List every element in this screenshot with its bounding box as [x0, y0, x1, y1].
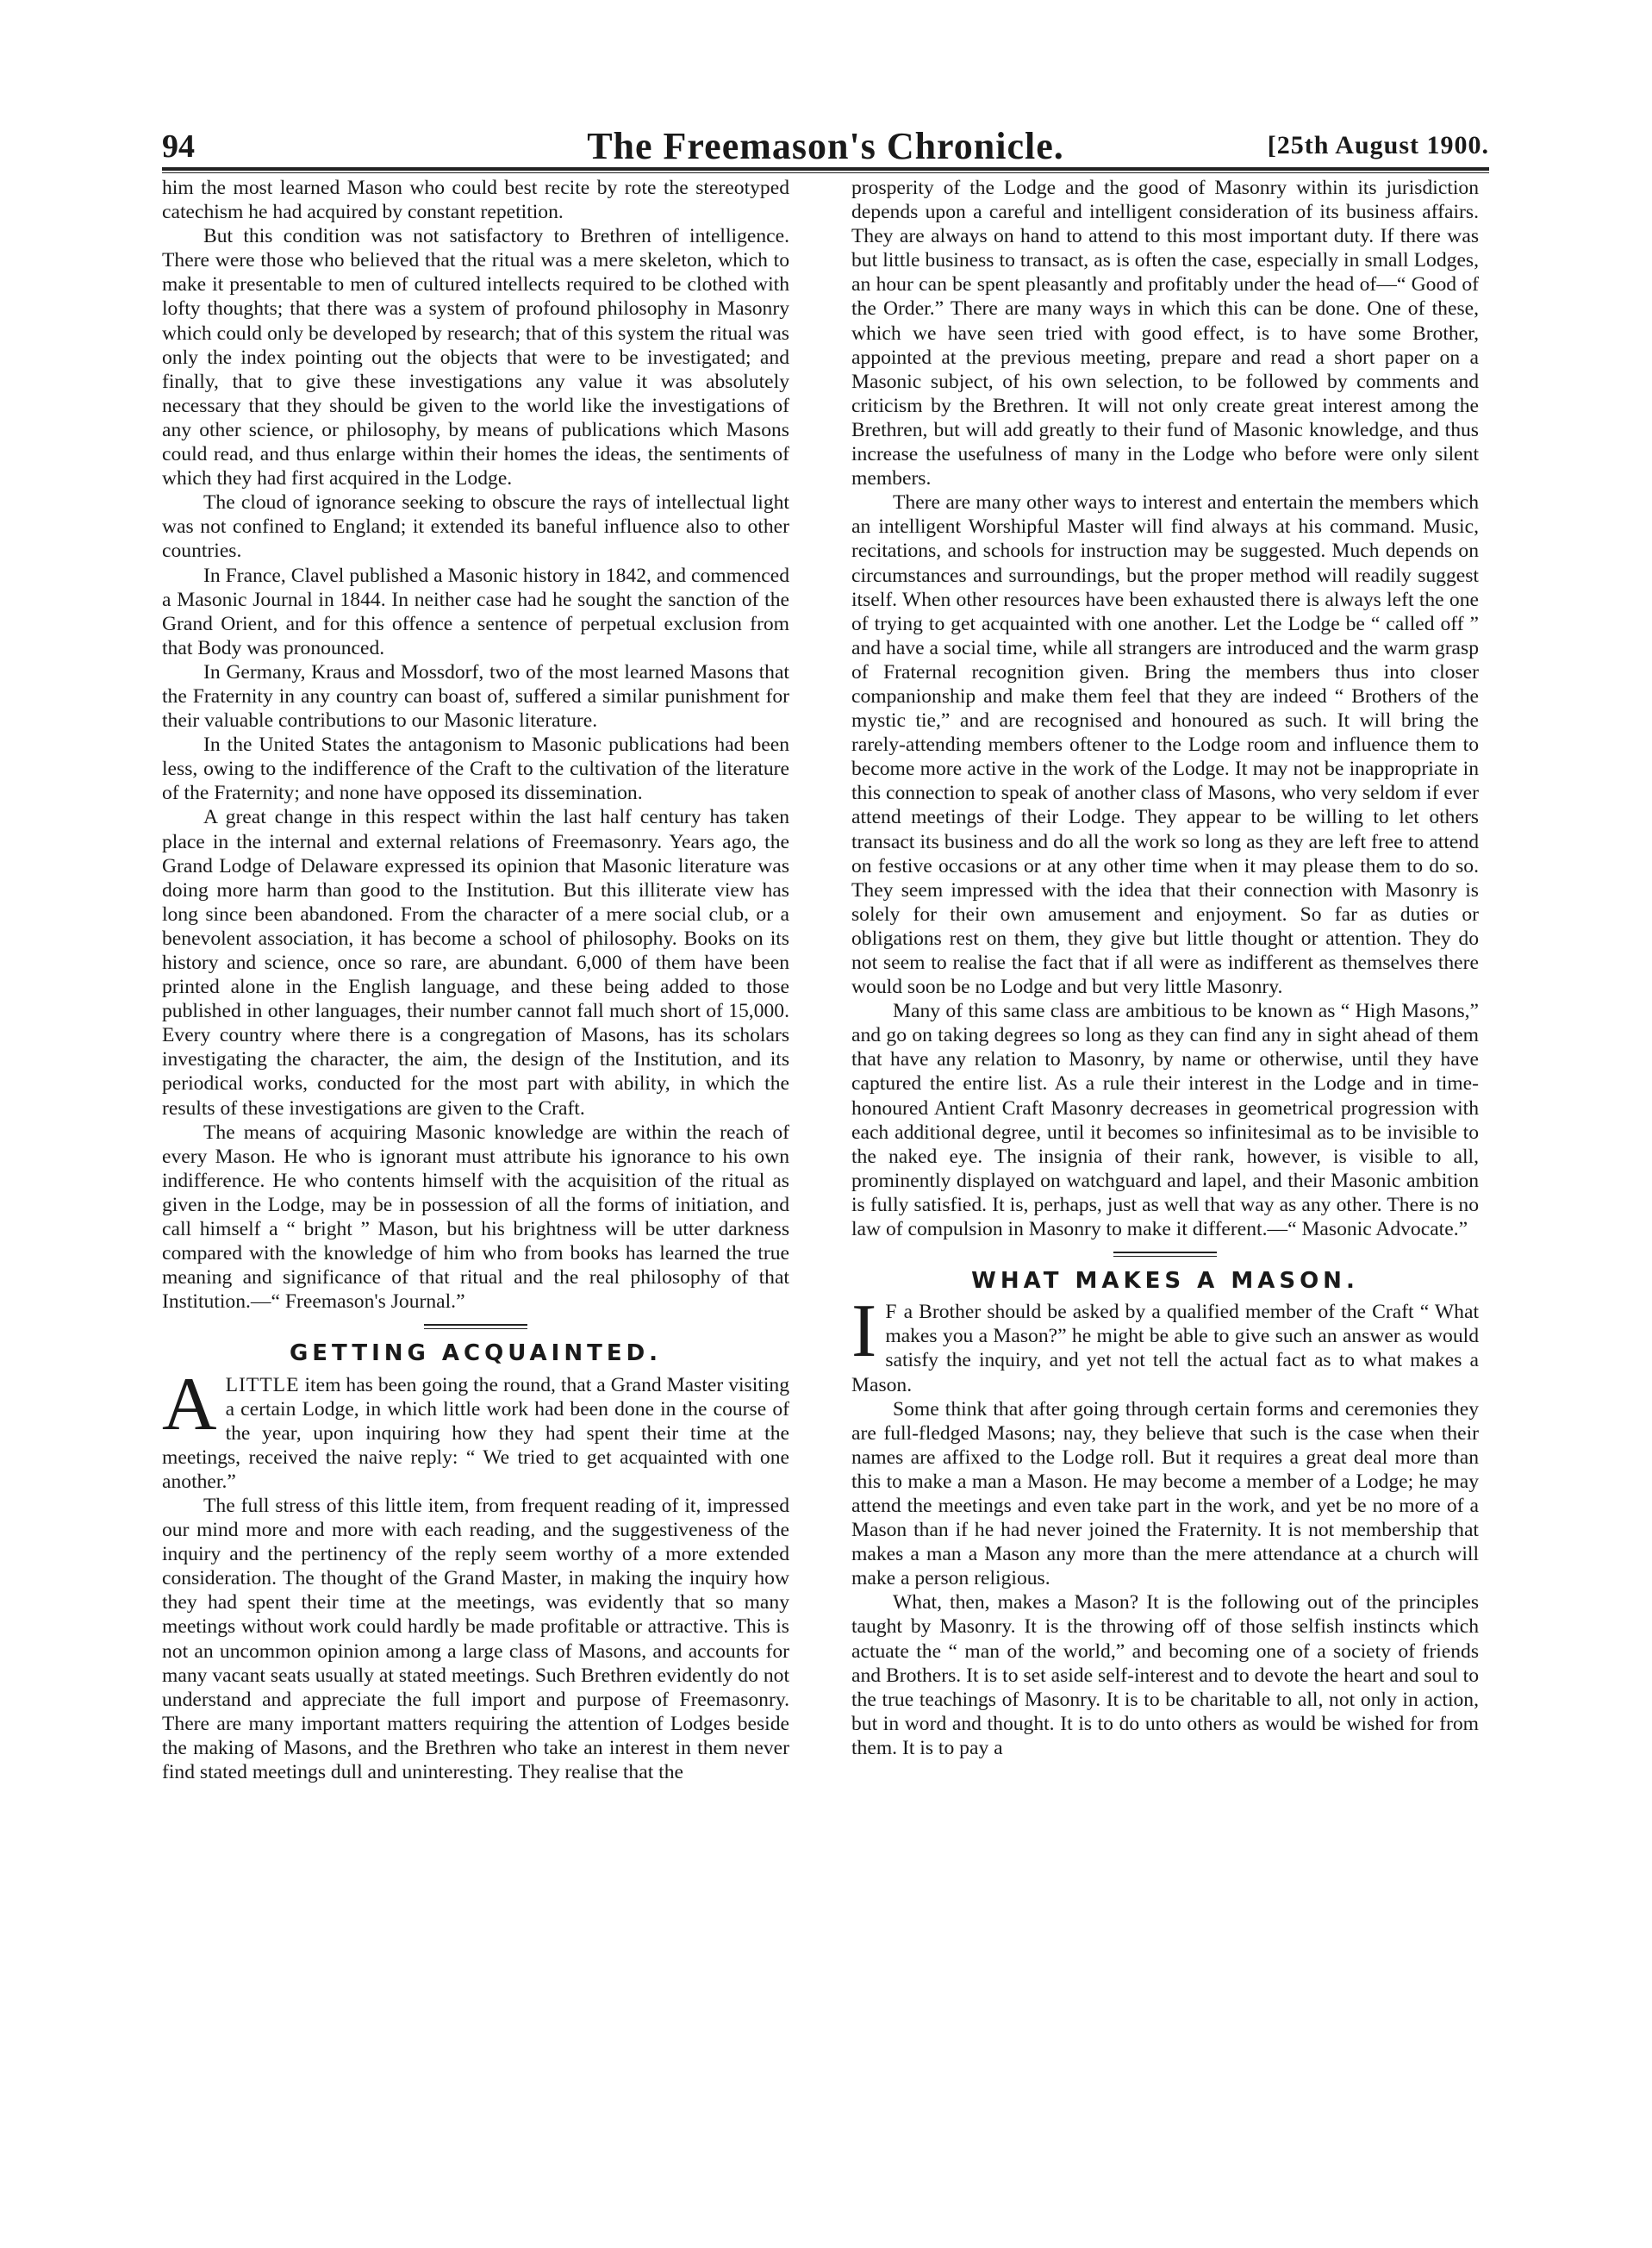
article-paragraph: him the most learned Mason who could best recite by rote the stereotyped catechism he had acquired by constant repetition. — [162, 177, 789, 224]
drop-cap: A — [162, 1362, 217, 1446]
article-paragraph — [162, 1362, 789, 1494]
paragraph-text: item has been going the round, that a Grand Master visiting a certain Lodge, in which little work had been done in the course of the year, upon inquiring how they had spent their time at the meetings, received the naive reply: “ We tried to get acquainted with one another.” — [162, 1373, 789, 1493]
drop-cap: I — [851, 1289, 877, 1374]
article-paragraph: In France, Clavel published a Masonic history in 1842, and commenced a Masonic Journal in 1844. In neither case had he sought the sanction of the Grand Orient, and for this offence a sentence of perpetual exclusion from that Body was pronounced. — [162, 564, 789, 659]
lead-word: F — [885, 1301, 898, 1324]
article-paragraph: Some think that after going through certain forms and ceremonies they are full-fledged Masons; nay, they believe that such is the case when their names are affixed to the Lodge roll. But it requires a great deal more than this to make a man a Mason. He may become a member of a Lodge; he may attend the meetings and even take part in the work, and yet be no more of a Mason than if he had never joined the Fraternity. It is not membership that makes a man a Mason any more than the mere attendance at a church will make a person religious. — [851, 1397, 1479, 1590]
issue-date: [25th August 1900. — [1267, 131, 1489, 159]
article-paragraph: What, then, makes a Mason? It is the following out of the principles taught by Masonry. It is the throwing off of those selfish instincts which actuate the “ man of the world,” and becoming one of a society of friends and Brothers. It is to set aside self-interest and to devote the heart and soul to the true teachings of Masonry. It is to be charitable to all, not only in action, but in word and thought. It is to do unto others as would be wished for from them. It is to pay a — [851, 1591, 1479, 1759]
article-paragraph: A great change in this respect within the last half century has taken place in the internal and external relations of Freemasonry. Years ago, the Grand Lodge of Delaware expressed its opinion that Masonic literature was doing more harm than good to the Institution. But this illiterate view has long since been abandoned. From the character of a mere social club, or a benevolent association, it has become a school of philosophy. Books on its history and science, once so rare, are abundant. 6,000 of them have been printed alone in the English language, and these being added to those published in other languages, their number cannot fall much short of 15,000. Every country where there is a congregation of Masons, has its scholars investigating the character, the aim, the design of the Institution, and its periodical works, conducted for the most part with ability, in which the results of these investigations are given to the Craft. — [162, 806, 789, 1120]
article-paragraph: prosperity of the Lodge and the good of Masonry within its jurisdiction depends upon a careful and intelligent consideration of its business affairs. They are always on hand to attend to this most important duty. If there was but little business to transact, as is often the case, especially in small Lodges, an hour can be spent pleasantly and profitably under the head of—“ Good of the Order.” There are many ways in which this can be done. One of these, which we have seen tried with good effect, is to have some Brother, appointed at the previous meeting, prepare and read a short paper on a Masonic subject, of his own selection, to be followed by comments and criticism by the Brethren. It will not only create great interest among the Brethren, but will add greatly to their fund of Masonic knowledge, and thus increase the usefulness of many in the Lodge who before were only silent members. — [851, 177, 1479, 490]
lead-word: LITTLE — [225, 1373, 300, 1396]
article-paragraph: In the United States the antagonism to Masonic publications had been less, owing to the indifference of the Craft to the cultivation of the literature of the Fraternity; and none have opposed its dissemination. — [162, 734, 789, 805]
article-paragraph: Many of this same class are ambitious to be known as “ High Masons,” and go on taking degrees so long as they can find any in sight ahead of them that have any relation to Masonry, by name or otherwise, until they have captured the entire list. As a rule their interest in the Lodge and in time-honoured Antient Craft Masonry decreases in geometrical progression with each additional degree, until it becomes so infinitesimal as to be invisible to the naked eye. The insignia of their rank, however, is visible to all, prominently displayed on watchguard and lapel, and their Masonic ambition is fully satisfied. It is, perhaps, just as well that way as any other. There is no law of compulsion in Masonry to make it different.—“ Masonic Advocate.” — [851, 1000, 1479, 1241]
header-rule — [162, 167, 1489, 173]
article-paragraph: There are many other ways to interest and entertain the members which an intelligent Worshipful Master will find always at his command. Music, recitations, and schools for instruction may be suggested. Much depends on circumstances and surroundings, but the proper method will readily suggest itself. When other resources have been exhausted there is always left the one of trying to get acquainted with one another. Let the Lodge be “ called off ” and have a social time, while all strangers are introduced and the warm grasp of Fraternal recognition given. Bring the members thus into closer companionship and make them feel that they are indeed “ Brothers of the mystic tie,” and are recognised and honoured as such. It will bring the rarely-attending members oftener to the Lodge room and influence them to become more active in the work of the Lodge. It may not be inappropriate in this connection to speak of another class of Masons, who very seldom if ever attend meetings of their Lodge. They appear to be willing to let others transact its business and do all the work so long as they are left free to attend on festive occasions or at any other time when it may please them to do so. They seem impressed with the idea that their connection with Masonry is solely for their own amusement and enjoyment. So far as duties or obligations rest on them, they give but little thought or attention. They do not seem to realise the fact that if all were as indifferent as themselves there would soon be no Lodge and but very little Masonry. — [851, 491, 1479, 999]
paragraph-text: a Brother should be asked by a qualified member of the Craft “ What makes you a Mason?” he might be able to give such an answer as would satisfy the inquiry, and yet not tell the actual fact as to what makes a Mason. — [851, 1301, 1479, 1396]
article-paragraph: The cloud of ignorance seeking to obscure the rays of intellectual light was not confined to England; it extended its baneful influence also to other countries. — [162, 491, 789, 563]
section-heading: WHAT MAKES A MASON. — [971, 1268, 1359, 1295]
right-column — [851, 176, 1479, 1760]
article-paragraph: But this condition was not satisfactory to Brethren of intelligence. There were those who believed that the ritual was a mere skeleton, which to make it presentable to men of cultured intellects required to be clothed with lofty thoughts; that there was a system of profound philosophy in Masonry which could only be developed by research; that of this system the ritual was only the index pointing out the objects that were to be investigated; and finally, that to give these investigations any value it was absolutely necessary that they should be given to the world like the investigations of any other science, or philosophy, by means of publications which Masons could read, and thus enlarge within their homes the ideas, the sentiments of which they had first acquired in the Lodge. — [162, 225, 789, 490]
page-header — [162, 121, 1489, 165]
masthead-title: The Freemason's Chronicle. — [587, 125, 1064, 167]
section-divider — [1113, 1252, 1217, 1257]
article-paragraph: The means of acquiring Masonic knowledge are within the reach of every Mason. He who is ignorant must attribute his ignorance to his own indifference. He who contents himself with the acquisition of the ritual as given in the Lodge, may be in possession of all the forms of initiation, and call himself a “ bright ” Mason, but his brightness will be utter darkness compared with the knowledge of him who from books has learned the true meaning and significance of that ritual and the real philosophy of that Institution.—“ Freemason's Journal.” — [162, 1121, 789, 1314]
left-column — [162, 176, 789, 1784]
article-paragraph — [851, 1289, 1479, 1396]
section-heading: GETTING ACQUAINTED. — [289, 1340, 663, 1367]
page-number: 94 — [162, 128, 195, 165]
section-divider — [424, 1324, 527, 1329]
article-paragraph: In Germany, Kraus and Mossdorf, two of the most learned Masons that the Fraternity in any country can boast of, suffered a similar punishment for their valuable contributions to our Masonic literature. — [162, 660, 789, 733]
article-paragraph: The full stress of this little item, from frequent reading of it, impressed our mind more and more with each reading, and the suggestiveness of the inquiry and the pertinency of the reply seem worthy of a more extended consideration. The thought of the Grand Master, in making the inquiry how they had spent their time at the meetings, was evidently that so many meetings without work could hardly be made profitable or attractive. This is not an uncommon opinion among a large class of Masons, and accounts for many vacant seats usually at stated meetings. Such Brethren evidently do not understand and appreciate the full import and purpose of Freemasonry. There are many important matters requiring the attention of Lodges beside the making of Masons, and the Brethren who take an interest in them never find stated meetings dull and uninteresting. They realise that the — [162, 1494, 789, 1783]
